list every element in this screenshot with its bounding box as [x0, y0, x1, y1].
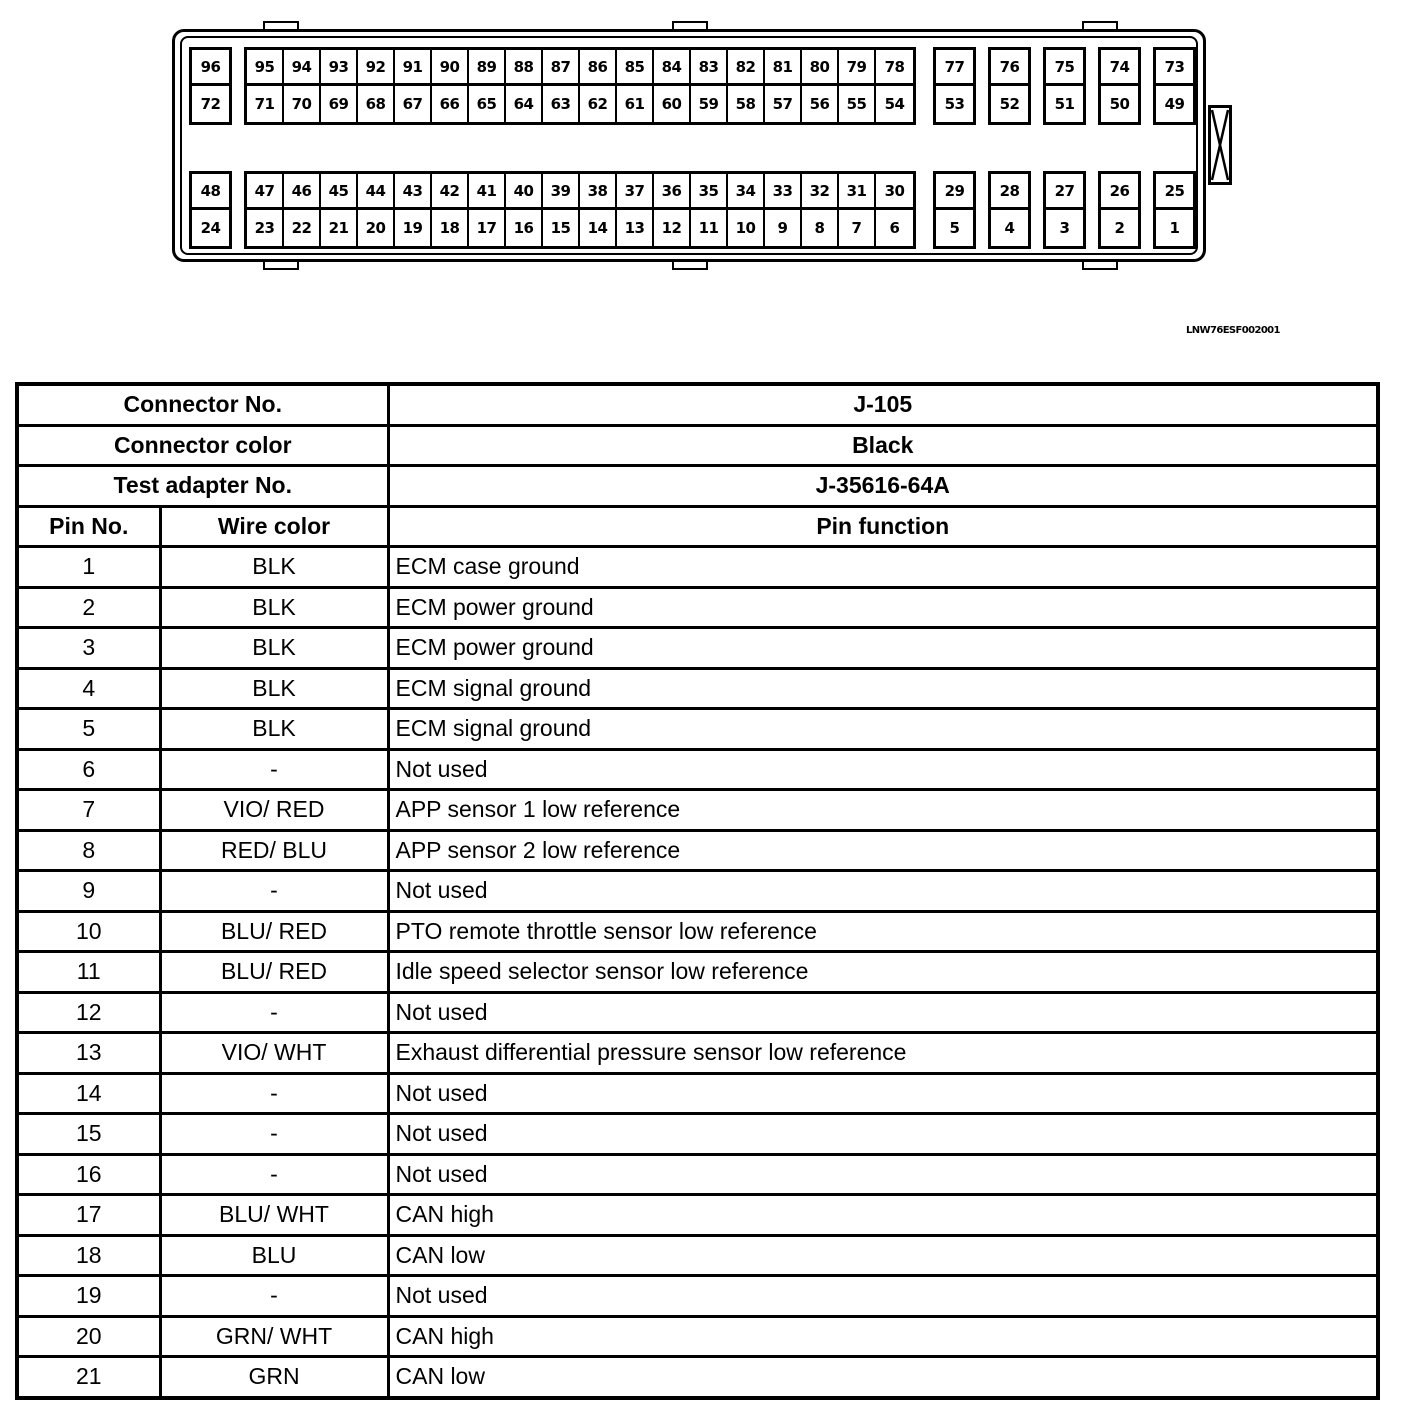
connector-tab-top-center	[672, 21, 708, 29]
pin-block	[1098, 47, 1141, 125]
wire-color: -	[160, 1276, 388, 1317]
pin-function: Not used	[388, 1154, 1378, 1195]
pin-cavity: 61	[617, 86, 654, 122]
wire-color: GRN	[160, 1357, 388, 1398]
figure-id: LNW76ESF002001	[1186, 325, 1280, 336]
pin-number: 11	[17, 952, 160, 993]
pin-block	[189, 171, 232, 249]
wire-color: BLK	[160, 587, 388, 628]
pin-cavity: 80	[802, 50, 839, 86]
wire-color: VIO/ RED	[160, 790, 388, 831]
pin-cavity: 93	[321, 50, 358, 86]
pin-cavity: 53	[944, 95, 965, 113]
table-row	[17, 1235, 1378, 1276]
pin-cavity: 25	[1156, 174, 1193, 210]
pin-cavity: 48	[192, 174, 229, 210]
table-row	[17, 1195, 1378, 1236]
pin-cavity: 1	[1169, 219, 1180, 237]
pin-function: ECM case ground	[388, 547, 1378, 588]
pin-cavity: 30	[876, 174, 913, 210]
pin-cavity: 94	[284, 50, 321, 86]
pin-function: CAN low	[388, 1235, 1378, 1276]
wire-color: BLU	[160, 1235, 388, 1276]
wire-color: BLK	[160, 547, 388, 588]
pin-cavity: 32	[802, 174, 839, 210]
pin-cavity: 19	[395, 210, 432, 246]
pin-number: 10	[17, 911, 160, 952]
wire-color: -	[160, 1114, 388, 1155]
wire-color: -	[160, 992, 388, 1033]
pin-number: 12	[17, 992, 160, 1033]
table-row	[17, 790, 1378, 831]
pin-cavity: 92	[358, 50, 395, 86]
pin-cavity: 55	[839, 86, 876, 122]
pin-cavity: 73	[1156, 50, 1193, 86]
pin-number: 6	[17, 749, 160, 790]
pin-cavity: 16	[506, 210, 543, 246]
pin-cavity: 12	[654, 210, 691, 246]
pin-cavity: 72	[200, 95, 221, 113]
pin-cavity: 9	[765, 210, 802, 246]
pin-cavity: 56	[802, 86, 839, 122]
wire-color: BLK	[160, 628, 388, 669]
pin-function: Not used	[388, 749, 1378, 790]
pin-cavity: 91	[395, 50, 432, 86]
wire-color: -	[160, 1154, 388, 1195]
pin-cavity: 18	[432, 210, 469, 246]
table-row	[17, 668, 1378, 709]
pin-block	[244, 47, 916, 125]
pin-function: Not used	[388, 1276, 1378, 1317]
pin-cavity: 37	[617, 174, 654, 210]
pin-cavity: 52	[999, 95, 1020, 113]
pin-function: Exhaust differential pressure sensor low reference	[388, 1033, 1378, 1074]
pin-cavity: 22	[284, 210, 321, 246]
pin-number: 7	[17, 790, 160, 831]
pin-function: PTO remote throttle sensor low reference	[388, 911, 1378, 952]
pin-number: 1	[17, 547, 160, 588]
connector-tab-bottom-center	[672, 262, 708, 270]
pin-cavity: 65	[469, 86, 506, 122]
connector-tab-bottom-left	[263, 262, 299, 270]
pin-function: Idle speed selector sensor low reference	[388, 952, 1378, 993]
pin-cavity: 10	[728, 210, 765, 246]
pin-cavity: 70	[284, 86, 321, 122]
connector-color-value: Black	[388, 425, 1378, 466]
pin-cavity: 49	[1164, 95, 1185, 113]
connector-tab-bottom-right	[1082, 262, 1118, 270]
pin-number: 2	[17, 587, 160, 628]
pin-number: 16	[17, 1154, 160, 1195]
pin-cavity: 8	[802, 210, 839, 246]
pin-block	[1043, 171, 1086, 249]
pin-cavity: 96	[192, 50, 229, 86]
pin-cavity: 34	[728, 174, 765, 210]
table-row	[17, 628, 1378, 669]
pin-cavity: 6	[889, 219, 900, 237]
pin-cavity: 35	[691, 174, 728, 210]
connector-pinout-table	[15, 382, 1380, 1400]
pin-cavity: 69	[321, 86, 358, 122]
pin-cavity: 66	[432, 86, 469, 122]
pin-function: Not used	[388, 1114, 1378, 1155]
pin-cavity: 44	[358, 174, 395, 210]
pin-cavity: 31	[839, 174, 876, 210]
pin-cavity: 67	[395, 86, 432, 122]
pin-number: 4	[17, 668, 160, 709]
wire-color: -	[160, 871, 388, 912]
pin-cavity: 5	[949, 219, 960, 237]
pin-function: APP sensor 1 low reference	[388, 790, 1378, 831]
pin-cavity: 28	[991, 174, 1028, 210]
pin-cavity: 47	[247, 174, 284, 210]
connector-tab-top-left	[263, 21, 299, 29]
pin-cavity: 95	[247, 50, 284, 86]
pin-cavity: 68	[358, 86, 395, 122]
pin-cavity: 75	[1046, 50, 1083, 86]
pin-function: ECM power ground	[388, 587, 1378, 628]
pin-cavity: 15	[543, 210, 580, 246]
connector-no-value: J-105	[388, 384, 1378, 425]
wire-color: BLK	[160, 709, 388, 750]
pin-cavity: 4	[1004, 219, 1015, 237]
pin-cavity: 62	[580, 86, 617, 122]
wire-color: -	[160, 749, 388, 790]
pin-block	[1098, 171, 1141, 249]
pin-cavity: 59	[691, 86, 728, 122]
connector-no-label: Connector No.	[17, 384, 388, 425]
pin-cavity: 13	[617, 210, 654, 246]
pin-cavity: 71	[247, 86, 284, 122]
pin-block	[988, 171, 1031, 249]
pin-cavity: 86	[580, 50, 617, 86]
table-row	[17, 1316, 1378, 1357]
pin-cavity: 54	[884, 95, 905, 113]
pin-function: ECM signal ground	[388, 709, 1378, 750]
pin-cavity: 24	[200, 219, 221, 237]
pin-number: 9	[17, 871, 160, 912]
pin-number: 13	[17, 1033, 160, 1074]
table-row	[17, 871, 1378, 912]
pin-cavity: 88	[506, 50, 543, 86]
pin-function: ECM signal ground	[388, 668, 1378, 709]
pin-cavity: 43	[395, 174, 432, 210]
wire-color: VIO/ WHT	[160, 1033, 388, 1074]
pin-cavity: 38	[580, 174, 617, 210]
pin-number: 8	[17, 830, 160, 871]
pin-function-header: Pin function	[388, 506, 1378, 547]
pin-block	[189, 47, 232, 125]
wire-color: BLU/ WHT	[160, 1195, 388, 1236]
pin-cavity: 82	[728, 50, 765, 86]
column-header-row	[17, 506, 1378, 547]
pin-cavity: 74	[1101, 50, 1138, 86]
test-adapter-label: Test adapter No.	[17, 466, 388, 507]
pin-cavity: 76	[991, 50, 1028, 86]
pin-cavity: 42	[432, 174, 469, 210]
pin-block	[1153, 47, 1196, 125]
pin-function: Not used	[388, 871, 1378, 912]
wire-color: BLK	[160, 668, 388, 709]
pin-cavity: 84	[654, 50, 691, 86]
pin-function: CAN high	[388, 1195, 1378, 1236]
table-row	[17, 749, 1378, 790]
table-row	[17, 911, 1378, 952]
pin-cavity: 26	[1101, 174, 1138, 210]
wire-color: BLU/ RED	[160, 952, 388, 993]
pin-cavity: 79	[839, 50, 876, 86]
pin-cavity: 78	[876, 50, 913, 86]
pin-cavity: 23	[247, 210, 284, 246]
pin-number: 5	[17, 709, 160, 750]
pin-number: 17	[17, 1195, 160, 1236]
pin-cavity: 46	[284, 174, 321, 210]
pin-cavity: 2	[1114, 219, 1125, 237]
pin-block	[1153, 171, 1196, 249]
pin-cavity: 85	[617, 50, 654, 86]
pin-no-header: Pin No.	[17, 506, 160, 547]
pin-function: Not used	[388, 1073, 1378, 1114]
pin-cavity: 41	[469, 174, 506, 210]
connector-no-row	[17, 384, 1378, 425]
pin-block	[988, 47, 1031, 125]
table-row	[17, 1033, 1378, 1074]
pin-cavity: 20	[358, 210, 395, 246]
table-row	[17, 1357, 1378, 1398]
table-row	[17, 547, 1378, 588]
pin-cavity: 40	[506, 174, 543, 210]
pin-cavity: 11	[691, 210, 728, 246]
pin-cavity: 90	[432, 50, 469, 86]
pin-cavity: 39	[543, 174, 580, 210]
table-row	[17, 830, 1378, 871]
pin-cavity: 57	[765, 86, 802, 122]
connector-diagram	[0, 0, 1408, 336]
wire-color-header: Wire color	[160, 506, 388, 547]
pin-cavity: 87	[543, 50, 580, 86]
pin-number: 19	[17, 1276, 160, 1317]
pin-cavity: 29	[936, 174, 973, 210]
pin-function: ECM power ground	[388, 628, 1378, 669]
pin-cavity: 83	[691, 50, 728, 86]
pin-number: 18	[17, 1235, 160, 1276]
pin-cavity: 60	[654, 86, 691, 122]
pin-block	[1043, 47, 1086, 125]
table-row	[17, 952, 1378, 993]
table-row	[17, 587, 1378, 628]
wire-color: BLU/ RED	[160, 911, 388, 952]
pin-block	[933, 47, 976, 125]
connector-latch-icon	[1208, 105, 1232, 185]
table-row	[17, 1073, 1378, 1114]
pin-block	[933, 171, 976, 249]
table-row	[17, 709, 1378, 750]
pin-cavity: 21	[321, 210, 358, 246]
pin-cavity: 3	[1059, 219, 1070, 237]
pin-number: 20	[17, 1316, 160, 1357]
pin-number: 21	[17, 1357, 160, 1398]
pin-number: 3	[17, 628, 160, 669]
table-row	[17, 1114, 1378, 1155]
pin-function: CAN low	[388, 1357, 1378, 1398]
pin-cavity: 77	[936, 50, 973, 86]
pin-cavity: 58	[728, 86, 765, 122]
pin-function: APP sensor 2 low reference	[388, 830, 1378, 871]
pin-number: 15	[17, 1114, 160, 1155]
connector-color-row	[17, 425, 1378, 466]
pin-cavity: 81	[765, 50, 802, 86]
pin-cavity: 50	[1109, 95, 1130, 113]
table-row	[17, 992, 1378, 1033]
pin-cavity: 14	[580, 210, 617, 246]
test-adapter-row	[17, 466, 1378, 507]
wire-color: RED/ BLU	[160, 830, 388, 871]
pin-cavity: 7	[839, 210, 876, 246]
table-row	[17, 1276, 1378, 1317]
pin-block	[244, 171, 916, 249]
pin-cavity: 27	[1046, 174, 1083, 210]
test-adapter-value: J-35616-64A	[388, 466, 1378, 507]
pin-cavity: 63	[543, 86, 580, 122]
wire-color: GRN/ WHT	[160, 1316, 388, 1357]
wire-color: -	[160, 1073, 388, 1114]
pin-cavity: 45	[321, 174, 358, 210]
pin-cavity: 36	[654, 174, 691, 210]
pin-cavity: 17	[469, 210, 506, 246]
connector-color-label: Connector color	[17, 425, 388, 466]
pin-cavity: 33	[765, 174, 802, 210]
pin-function: CAN high	[388, 1316, 1378, 1357]
pin-function: Not used	[388, 992, 1378, 1033]
pin-number: 14	[17, 1073, 160, 1114]
pin-cavity: 64	[506, 86, 543, 122]
pin-cavity: 51	[1054, 95, 1075, 113]
table-row	[17, 1154, 1378, 1195]
pin-cavity: 89	[469, 50, 506, 86]
connector-tab-top-right	[1082, 21, 1118, 29]
